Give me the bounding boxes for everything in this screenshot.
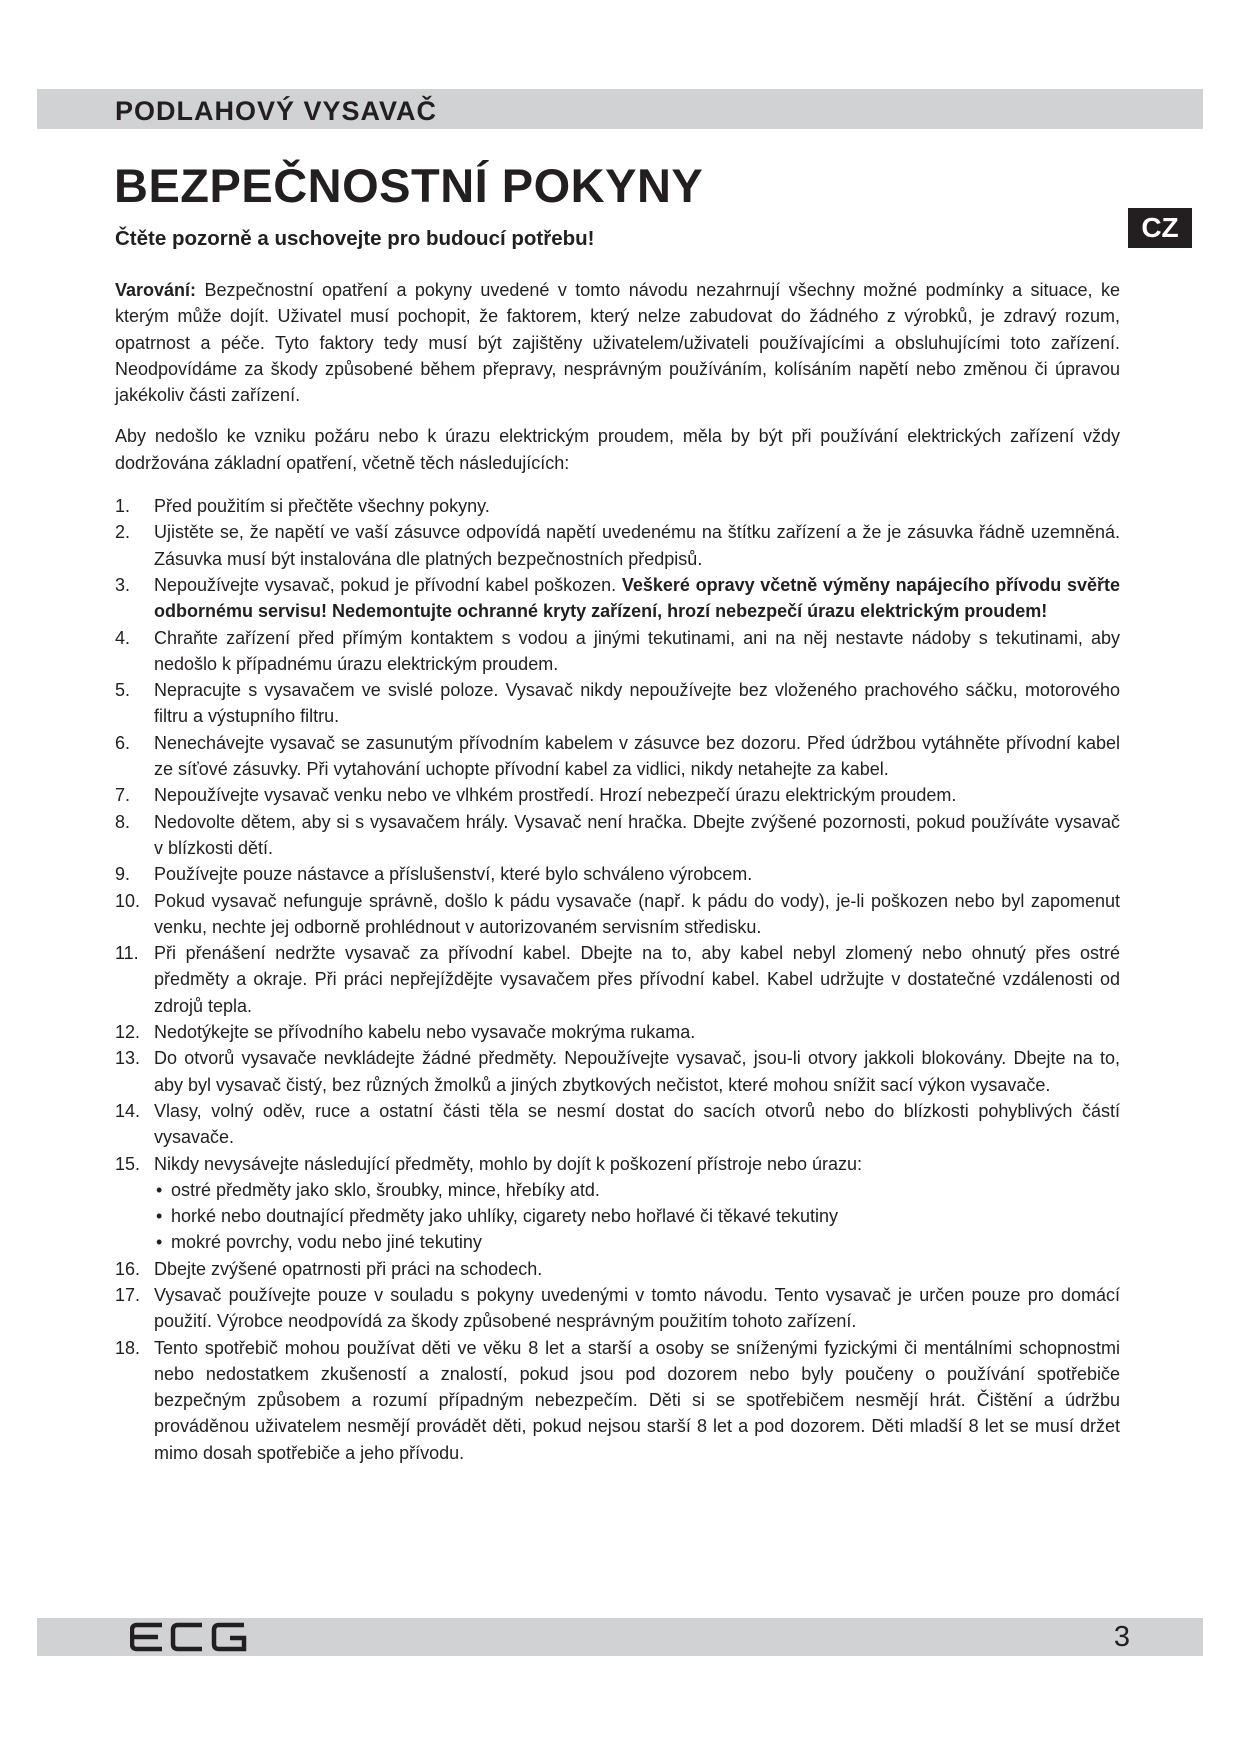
ecg-logo: [130, 1620, 248, 1654]
item-number: 9.: [115, 864, 131, 885]
item-text: Nenechávejte vysavač se zasunutým přívodním kabelem v zásuvce bez dozoru. Před údržbou vytáhněte přívodní kabel ze síťové zásuvky. Při vytahování uchopte přívodní kabel za vidlici, nikdy netahejte za kabel.: [154, 732, 1120, 780]
item-number: 15.: [115, 1153, 141, 1174]
item-text: Před použitím si přečtěte všechny pokyny.: [154, 496, 490, 517]
item-text: Pokud vysavač nefunguje správně, došlo k pádu vysavače (např. k pádu do vody), je-li poškozen nebo byl zapomenut venku, nechte jej odborně prohlédnout v autorizovaném servisním středisku.: [154, 890, 1120, 937]
item-number: 7.: [115, 785, 131, 806]
item-number: 10.: [115, 890, 141, 911]
page-number: 3: [1113, 1621, 1130, 1653]
item-number: 17.: [115, 1284, 141, 1305]
item-text: Nepoužívejte vysavač venku nebo ve vlhkém prostředí. Hrozí nebezpečí úrazu elektrickým proudem.: [154, 785, 957, 806]
item-text: Nepracujte s vysavačem ve svislé poloze. Vysavač nikdy nepoužívejte bez vloženého prachového sáčku, motorového filtru a výstupního filtru.: [154, 680, 1120, 727]
list-item: [115, 572, 1120, 625]
item-bold-text: Veškeré opravy včetně výměny napájecího přívodu svěřte odbornému servisu! Nedemontujte ochranné kryty zařízení, hrozí nebezpečí úrazu elektrickým proudem!: [154, 574, 1120, 622]
intro-paragraph: Aby nedošlo ke vzniku požáru nebo k úrazu elektrickým proudem, měla by být při používání elektrických zařízení vždy dodržována základní opatření, včetně těch následujících:: [115, 426, 1120, 473]
item-text: Chraňte zařízení před přímým kontaktem s vodou a jinými tekutinami, ani na něj nestavte nádoby s tekutinami, aby nedošlo k případnému úrazu elektrickým proudem.: [154, 627, 1120, 674]
item-number: 14.: [115, 1100, 141, 1121]
ecg-logo-icon: [130, 1622, 248, 1652]
list-item: [115, 1335, 1120, 1466]
subtitle: Čtěte pozorně a uschovejte pro budoucí potřebu!: [115, 227, 595, 250]
item-text: Nikdy nevysávejte následující předměty, mohlo by dojít k poškození přístroje nebo úrazu:: [154, 1153, 863, 1174]
item-number: 13.: [115, 1048, 141, 1069]
item-number: 16.: [115, 1258, 141, 1279]
page-title: BEZPEČNOSTNÍ POKYNY: [114, 159, 704, 212]
list-item: [115, 1256, 1120, 1282]
list-item: [115, 1098, 1120, 1151]
item-text: Vlasy, volný oděv, ruce a ostatní části těla se nesmí dostat do sacích otvorů nebo do blízkosti pohyblivých částí vysavače.: [154, 1100, 1120, 1148]
list-item: [115, 677, 1120, 730]
list-item: [115, 493, 1120, 519]
list-item: [115, 861, 1120, 887]
item-text: Dbejte zvýšené opatrnosti při práci na schodech.: [154, 1258, 543, 1279]
item-number: 1.: [115, 496, 131, 517]
item-text: Při přenášení nedržte vysavač za přívodní kabel. Dbejte na to, aby kabel nebyl zlomený nebo ohnutý přes ostré předměty a okraje. Při práci nepřejíždějte vysavačem přes přívodní kabel. Kabel udržujte v dostatečné vzdálenosti od zdrojů tepla.: [154, 943, 1120, 1016]
list-item: [115, 1019, 1120, 1045]
item-number: 12.: [115, 1022, 141, 1043]
item-text: Používejte pouze nástavce a příslušenství, které bylo schváleno výrobcem.: [154, 864, 753, 885]
warning-paragraph: [115, 277, 1120, 408]
content: [115, 277, 1120, 1466]
warning-text: Bezpečnostní opatření a pokyny uvedené v tomto návodu nezahrnují všechny možné podmínky a situace, ke kterým může dojít. Uživatel musí pochopit, že faktorem, který nelze zabudovat do žádného z výrobků, je zdravý rozum, opatrnost a péče. Tyto faktory tedy musí být zajištěny uživatelem/uživateli používajícími a obsluhujícími toto zařízení. Neodpovídáme za škody způsobené během přepravy, nesprávným používáním, kolísáním napětí nebo změnou či úpravou jakékoliv části zařízení.: [115, 280, 1120, 406]
bullet-item: • ostré předměty jako sklo, šroubky, mince, hřebíky atd.: [154, 1177, 1120, 1203]
list-item: [115, 625, 1120, 678]
list-item: [115, 782, 1120, 808]
item-number: 18.: [115, 1337, 141, 1358]
item-text: Vysavač používejte pouze v souladu s pokyny uvedenými v tomto návodu. Tento vysavač je určen pouze pro domácí použití. Výrobce neodpovídá za škody způsobené nesprávným použitím tohoto zařízení.: [154, 1284, 1120, 1332]
item-number: 5.: [115, 680, 131, 701]
item-number: 6.: [115, 732, 131, 753]
list-item: [115, 1282, 1120, 1335]
language-tab: CZ: [1128, 208, 1192, 248]
list-item: [115, 940, 1120, 1019]
item-number: 4.: [115, 627, 131, 648]
item-text: Do otvorů vysavače nevkládejte žádné předměty. Nepoužívejte vysavač, jsou-li otvory jakkoli blokovány. Dbejte na to, aby byl vysavač čistý, bez různých žmolků a jiných zbytkových nečistot, které mohou snížit sací výkon vysavače.: [154, 1048, 1120, 1095]
list-item: [115, 888, 1120, 941]
bullet-item: • horké nebo doutnající předměty jako uhlíky, cigarety nebo hořlavé či těkavé tekutiny: [154, 1203, 1120, 1229]
item-number: 8.: [115, 811, 131, 832]
item-text: Ujistěte se, že napětí ve vaší zásuvce odpovídá napětí uvedenému na štítku zařízení a že je zásuvka řádně uzemněná. Zásuvka musí být instalována dle platných bezpečnostních předpisů.: [154, 522, 1120, 569]
list-item: [115, 1045, 1120, 1098]
bullet-list: [154, 1177, 1120, 1256]
item-text: Tento spotřebič mohou používat děti ve věku 8 let a starší a osoby se sníženými fyzickými či mentálními schopnostmi nebo nedostatkem zkušeností a znalostí, pokud jsou pod dozorem nebo byly poučeny o používání spotřebiče bezpečným způsobem a rozumí případným nebezpečím. Děti si se spotřebičem nesmějí hrát. Čištění a údržbu prováděnou uživatelem nesmějí provádět děti, pokud nejsou starší 8 let a pod dozorem. Děti mladší 8 let se musí držet mimo dosah spotřebiče a jeho přívodu.: [154, 1337, 1120, 1463]
list-item: [115, 519, 1120, 572]
warning-label: Varování:: [115, 280, 197, 300]
list-item: [115, 809, 1120, 862]
bullet-item: • mokré povrchy, vodu nebo jiné tekutiny: [154, 1229, 1120, 1255]
item-text: Nedotýkejte se přívodního kabelu nebo vysavače mokrýma rukama.: [154, 1022, 696, 1043]
safety-rules-list: [115, 493, 1120, 1466]
list-item: [115, 1151, 1120, 1256]
item-text: Nedovolte dětem, aby si s vysavačem hrály. Vysavač není hračka. Dbejte zvýšené pozornosti, pokud používáte vysavač v blízkosti dětí.: [154, 811, 1120, 858]
header-title: PODLAHOVÝ VYSAVAČ: [115, 96, 438, 126]
item-text: Nepoužívejte vysavač, pokud je přívodní kabel poškozen.: [154, 574, 622, 595]
item-number: 11.: [115, 943, 139, 964]
list-item: [115, 730, 1120, 783]
item-number: 3.: [115, 574, 131, 595]
item-number: 2.: [115, 522, 131, 543]
